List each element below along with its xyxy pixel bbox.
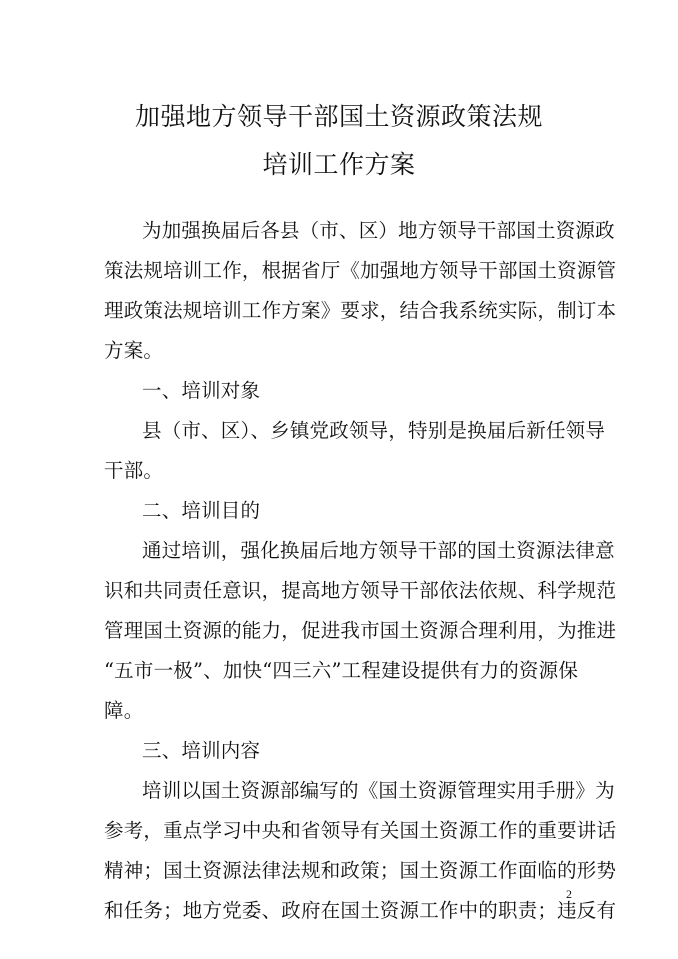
intro-line-3: 理政策法规培训工作方案》要求，结合我系统实际，制订本 <box>104 299 617 322</box>
document-title-line-2: 培训工作方案 <box>262 150 416 179</box>
intro-line-1: 为加强换届后各县（市、区）地方领导干部国土资源政 <box>142 219 615 242</box>
section1-line-1: 县（市、区）、乡镇党政领导，特别是换届后新任领导 <box>142 419 606 442</box>
section2-line-3: 管理国土资源的能力，促进我市国土资源合理利用，为推进 <box>104 619 617 642</box>
section3-line-3: 精神；国土资源法律法规和政策；国土资源工作面临的形势 <box>104 859 617 882</box>
document-title-line-1: 加强地方领导干部国土资源政策法规 <box>134 102 543 131</box>
section3-line-1: 培训以国土资源部编写的《国土资源管理实用手册》为 <box>142 779 615 802</box>
section3-line-4: 和任务；地方党委、政府在国土资源工作中的职责；违反有 <box>104 899 617 922</box>
section-heading-target: 一、培训对象 <box>142 379 261 402</box>
intro-line-4: 方案。 <box>104 339 164 362</box>
section-heading-content: 三、培训内容 <box>142 739 261 762</box>
intro-line-2: 策法规培训工作，根据省厅《加强地方领导干部国土资源管 <box>104 259 617 282</box>
page-number: 2 <box>566 887 572 901</box>
section-heading-purpose: 二、培训目的 <box>142 499 261 522</box>
section1-line-2: 干部。 <box>104 459 164 482</box>
section2-line-4: “五市一极”、加快“四三六”工程建设提供有力的资源保 <box>104 659 579 682</box>
section2-line-5: 障。 <box>104 699 144 722</box>
section2-line-2: 识和共同责任意识，提高地方领导干部依法依规、科学规范 <box>104 579 617 602</box>
section3-line-2: 参考，重点学习中央和省领导有关国土资源工作的重要讲话 <box>104 819 617 842</box>
section2-line-1: 通过培训，强化换届后地方领导干部的国土资源法律意 <box>142 539 615 562</box>
